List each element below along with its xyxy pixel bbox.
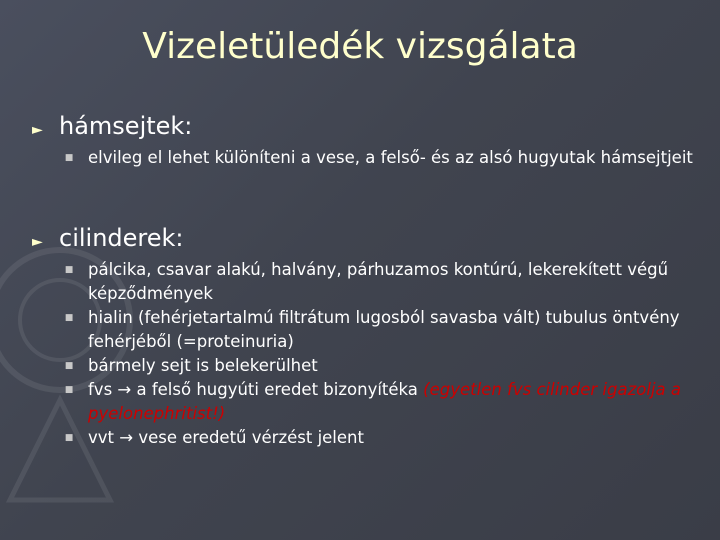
square-bullet-icon: ■ (64, 313, 74, 323)
section-heading: hámsejtek: (59, 112, 193, 140)
list-item: ■ bármely sejt is belekerülhet (62, 354, 712, 378)
section-heading: cilinderek: (59, 224, 184, 252)
section-hamsejtek (32, 112, 192, 140)
square-bullet-icon: ■ (64, 433, 74, 443)
square-bullet-icon: ■ (64, 153, 74, 163)
list-item: ■ vvt → vese eredetű vérzést jelent (62, 426, 712, 450)
slide-title: Vizeletüledék vizsgálata (142, 26, 578, 67)
square-bullet-icon: ■ (64, 385, 74, 395)
highlight-note: (egyetlen fvs cilinder igazolja a pyelonephritist!) (88, 380, 681, 423)
list-item: ■ elvileg el lehet különíteni a vese, a felső- és az alsó hugyutak hámsejtjeit (62, 146, 712, 170)
sublist-hamsejtek (62, 146, 712, 170)
sublist-cilinderek (62, 258, 712, 450)
arrow-bullet-icon: ► (32, 234, 43, 250)
arrow-bullet-icon: ► (32, 122, 43, 138)
list-item: ■ pálcika, csavar alakú, halvány, párhuzamos kontúrú, lekerekített végű képződmények (62, 258, 712, 306)
square-bullet-icon: ■ (64, 361, 74, 371)
list-item: ■ fvs → a felső hugyúti eredet bizonyítéka (egyetlen fvs cilinder igazolja a pyelonephritist!) (62, 378, 712, 426)
section-cilinderek (32, 224, 184, 252)
list-item: ■ hialin (fehérjetartalmú filtrátum lugosból savasba vált) tubulus öntvény fehérjéből (=proteinuria) (62, 306, 712, 354)
square-bullet-icon: ■ (64, 265, 74, 275)
